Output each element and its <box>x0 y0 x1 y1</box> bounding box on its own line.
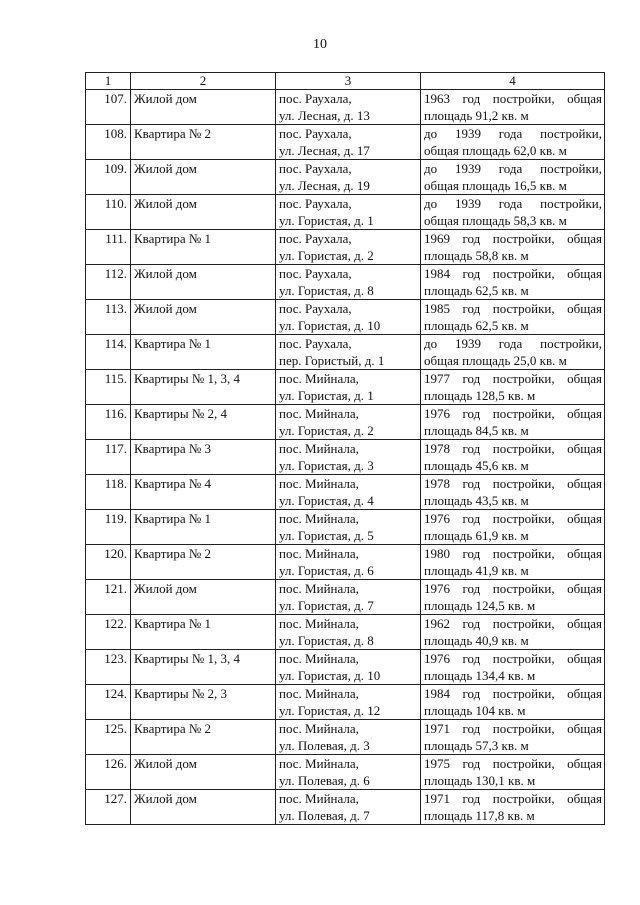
description-year: 1971 год постройки, общая <box>424 791 602 806</box>
row-number: 122. <box>86 615 131 650</box>
object-address <box>276 440 421 475</box>
row-number: 111. <box>86 230 131 265</box>
object-address <box>276 545 421 580</box>
table-row <box>86 685 605 720</box>
address-street: ул. Гористая, д. 2 <box>279 248 374 263</box>
object-address <box>276 475 421 510</box>
table-row <box>86 790 605 825</box>
row-number: 126. <box>86 755 131 790</box>
object-name: Квартира № 4 <box>131 475 276 510</box>
table-row <box>86 370 605 405</box>
row-number: 116. <box>86 405 131 440</box>
row-number: 112. <box>86 265 131 300</box>
table-row <box>86 160 605 195</box>
object-name: Жилой дом <box>131 755 276 790</box>
row-number: 127. <box>86 790 131 825</box>
address-settlement: пос. Раухала, <box>279 336 352 351</box>
description-area: площадь 104 кв. м <box>424 703 526 718</box>
object-name: Квартира № 1 <box>131 615 276 650</box>
address-settlement: пос. Мийнала, <box>279 756 359 771</box>
table-row <box>86 230 605 265</box>
address-settlement: пос. Мийнала, <box>279 546 359 561</box>
object-name: Квартиры № 2, 3 <box>131 685 276 720</box>
object-address <box>276 755 421 790</box>
column-header-1: 1 <box>86 73 131 90</box>
address-settlement: пос. Раухала, <box>279 91 352 106</box>
address-settlement: пос. Раухала, <box>279 231 352 246</box>
table-row <box>86 300 605 335</box>
table-row <box>86 90 605 125</box>
description-area: общая площадь 25,0 кв. м <box>424 353 567 368</box>
description-year: 1962 год постройки, общая <box>424 616 602 631</box>
address-settlement: пос. Раухала, <box>279 196 352 211</box>
column-header-2: 2 <box>131 73 276 90</box>
address-street: ул. Лесная, д. 13 <box>279 108 370 123</box>
row-number: 125. <box>86 720 131 755</box>
address-street: ул. Лесная, д. 17 <box>279 143 370 158</box>
address-street: ул. Гористая, д. 1 <box>279 388 374 403</box>
object-name: Квартира № 3 <box>131 440 276 475</box>
object-name: Жилой дом <box>131 580 276 615</box>
object-name: Жилой дом <box>131 265 276 300</box>
address-street: ул. Гористая, д. 7 <box>279 598 374 613</box>
address-street: ул. Гористая, д. 8 <box>279 283 374 298</box>
table-row <box>86 405 605 440</box>
table-row <box>86 580 605 615</box>
description-area: площадь 124,5 кв. м <box>424 598 536 613</box>
object-description <box>421 335 605 370</box>
row-number: 115. <box>86 370 131 405</box>
description-year: до 1939 года постройки, <box>424 196 602 211</box>
object-description <box>421 475 605 510</box>
address-street: ул. Гористая, д. 3 <box>279 458 374 473</box>
address-street: ул. Гористая, д. 1 <box>279 213 374 228</box>
row-number: 123. <box>86 650 131 685</box>
column-header-4: 4 <box>421 73 605 90</box>
object-description <box>421 440 605 475</box>
address-settlement: пос. Мийнала, <box>279 616 359 631</box>
object-description <box>421 405 605 440</box>
description-year: 1978 год постройки, общая <box>424 441 602 456</box>
description-year: 1975 год постройки, общая <box>424 756 602 771</box>
column-header-3: 3 <box>276 73 421 90</box>
table-row <box>86 755 605 790</box>
description-area: площадь 45,6 кв. м <box>424 458 529 473</box>
description-year: 1978 год постройки, общая <box>424 476 602 491</box>
object-address <box>276 370 421 405</box>
address-settlement: пос. Мийнала, <box>279 581 359 596</box>
description-year: 1984 год постройки, общая <box>424 686 602 701</box>
row-number: 110. <box>86 195 131 230</box>
description-area: площадь 41,9 кв. м <box>424 563 529 578</box>
object-address <box>276 405 421 440</box>
object-address <box>276 90 421 125</box>
object-address <box>276 685 421 720</box>
object-name: Жилой дом <box>131 90 276 125</box>
table-row <box>86 265 605 300</box>
table-row <box>86 440 605 475</box>
object-description <box>421 685 605 720</box>
object-description <box>421 720 605 755</box>
description-area: площадь 43,5 кв. м <box>424 493 529 508</box>
object-description <box>421 545 605 580</box>
object-description <box>421 650 605 685</box>
address-settlement: пос. Мийнала, <box>279 476 359 491</box>
table-row <box>86 125 605 160</box>
description-area: площадь 61,9 кв. м <box>424 528 529 543</box>
address-street: ул. Гористая, д. 6 <box>279 563 374 578</box>
description-area: площадь 62,5 кв. м <box>424 283 529 298</box>
object-name: Жилой дом <box>131 300 276 335</box>
object-description <box>421 755 605 790</box>
description-area: площадь 62,5 кв. м <box>424 318 529 333</box>
object-description <box>421 615 605 650</box>
row-number: 114. <box>86 335 131 370</box>
row-number: 120. <box>86 545 131 580</box>
description-area: площадь 40,9 кв. м <box>424 633 529 648</box>
object-name: Квартиры № 2, 4 <box>131 405 276 440</box>
description-year: 1976 год постройки, общая <box>424 651 602 666</box>
address-street: ул. Лесная, д. 19 <box>279 178 370 193</box>
description-area: площадь 134,4 кв. м <box>424 668 536 683</box>
object-address <box>276 650 421 685</box>
row-number: 113. <box>86 300 131 335</box>
description-year: 1963 год постройки, общая <box>424 91 602 106</box>
address-settlement: пос. Раухала, <box>279 301 352 316</box>
table-row <box>86 720 605 755</box>
address-settlement: пос. Раухала, <box>279 161 352 176</box>
description-area: площадь 84,5 кв. м <box>424 423 529 438</box>
object-name: Квартира № 1 <box>131 230 276 265</box>
object-description <box>421 300 605 335</box>
row-number: 117. <box>86 440 131 475</box>
row-number: 118. <box>86 475 131 510</box>
table-row <box>86 195 605 230</box>
description-year: 1985 год постройки, общая <box>424 301 602 316</box>
description-area: площадь 130,1 кв. м <box>424 773 536 788</box>
address-settlement: пос. Мийнала, <box>279 406 359 421</box>
description-area: общая площадь 62,0 кв. м <box>424 143 567 158</box>
property-table <box>85 72 605 825</box>
description-area: площадь 58,8 кв. м <box>424 248 529 263</box>
object-name: Квартира № 2 <box>131 720 276 755</box>
description-year: 1976 год постройки, общая <box>424 581 602 596</box>
address-settlement: пос. Мийнала, <box>279 686 359 701</box>
address-street: ул. Гористая, д. 8 <box>279 633 374 648</box>
description-area: общая площадь 16,5 кв. м <box>424 178 567 193</box>
description-year: 1969 год постройки, общая <box>424 231 602 246</box>
object-name: Квартиры № 1, 3, 4 <box>131 370 276 405</box>
address-settlement: пос. Раухала, <box>279 266 352 281</box>
object-name: Квартира № 2 <box>131 545 276 580</box>
object-description <box>421 510 605 545</box>
object-address <box>276 615 421 650</box>
page-number: 10 <box>313 37 327 52</box>
address-street: ул. Полевая, д. 6 <box>279 773 370 788</box>
address-street: ул. Гористая, д. 10 <box>279 318 381 333</box>
table-header-row <box>86 73 605 90</box>
table-row <box>86 650 605 685</box>
object-description <box>421 265 605 300</box>
object-address <box>276 160 421 195</box>
description-area: площадь 57,3 кв. м <box>424 738 529 753</box>
row-number: 124. <box>86 685 131 720</box>
row-number: 108. <box>86 125 131 160</box>
address-settlement: пос. Раухала, <box>279 126 352 141</box>
address-settlement: пос. Мийнала, <box>279 791 359 806</box>
address-street: ул. Гористая, д. 2 <box>279 423 374 438</box>
description-year: 1976 год постройки, общая <box>424 511 602 526</box>
description-year: 1977 год постройки, общая <box>424 371 602 386</box>
row-number: 119. <box>86 510 131 545</box>
object-description <box>421 230 605 265</box>
object-name: Жилой дом <box>131 160 276 195</box>
description-area: площадь 117,8 кв. м <box>424 808 535 823</box>
address-settlement: пос. Мийнала, <box>279 511 359 526</box>
object-address <box>276 195 421 230</box>
row-number: 109. <box>86 160 131 195</box>
object-name: Квартира № 1 <box>131 335 276 370</box>
object-description <box>421 195 605 230</box>
description-year: 1980 год постройки, общая <box>424 546 602 561</box>
table-row <box>86 615 605 650</box>
object-address <box>276 230 421 265</box>
description-area: общая площадь 58,3 кв. м <box>424 213 567 228</box>
description-year: 1971 год постройки, общая <box>424 721 602 736</box>
description-year: 1976 год постройки, общая <box>424 406 602 421</box>
object-address <box>276 300 421 335</box>
row-number: 121. <box>86 580 131 615</box>
table-row <box>86 545 605 580</box>
object-name: Жилой дом <box>131 195 276 230</box>
address-street: ул. Полевая, д. 7 <box>279 808 370 823</box>
table-row <box>86 335 605 370</box>
table-row <box>86 475 605 510</box>
table-row <box>86 510 605 545</box>
description-year: 1984 год постройки, общая <box>424 266 602 281</box>
description-year: до 1939 года постройки, <box>424 161 602 176</box>
address-settlement: пос. Мийнала, <box>279 441 359 456</box>
address-street: ул. Гористая, д. 10 <box>279 668 381 683</box>
address-street: ул. Полевая, д. 3 <box>279 738 370 753</box>
object-description <box>421 370 605 405</box>
object-name: Квартира № 1 <box>131 510 276 545</box>
address-street: ул. Гористая, д. 5 <box>279 528 374 543</box>
description-year: до 1939 года постройки, <box>424 126 602 141</box>
object-address <box>276 720 421 755</box>
row-number: 107. <box>86 90 131 125</box>
address-street: ул. Гористая, д. 12 <box>279 703 381 718</box>
description-area: площадь 91,2 кв. м <box>424 108 529 123</box>
address-settlement: пос. Мийнала, <box>279 651 359 666</box>
address-street: пер. Гористый, д. 1 <box>279 353 385 368</box>
address-street: ул. Гористая, д. 4 <box>279 493 374 508</box>
object-name: Квартиры № 1, 3, 4 <box>131 650 276 685</box>
address-settlement: пос. Мийнала, <box>279 371 359 386</box>
object-description <box>421 125 605 160</box>
object-address <box>276 125 421 160</box>
object-description <box>421 90 605 125</box>
object-address <box>276 790 421 825</box>
object-address <box>276 335 421 370</box>
object-description <box>421 790 605 825</box>
object-name: Квартира № 2 <box>131 125 276 160</box>
object-address <box>276 510 421 545</box>
object-description <box>421 580 605 615</box>
description-area: площадь 128,5 кв. м <box>424 388 536 403</box>
description-year: до 1939 года постройки, <box>424 336 602 351</box>
object-address <box>276 265 421 300</box>
object-address <box>276 580 421 615</box>
object-name: Жилой дом <box>131 790 276 825</box>
object-description <box>421 160 605 195</box>
address-settlement: пос. Мийнала, <box>279 721 359 736</box>
